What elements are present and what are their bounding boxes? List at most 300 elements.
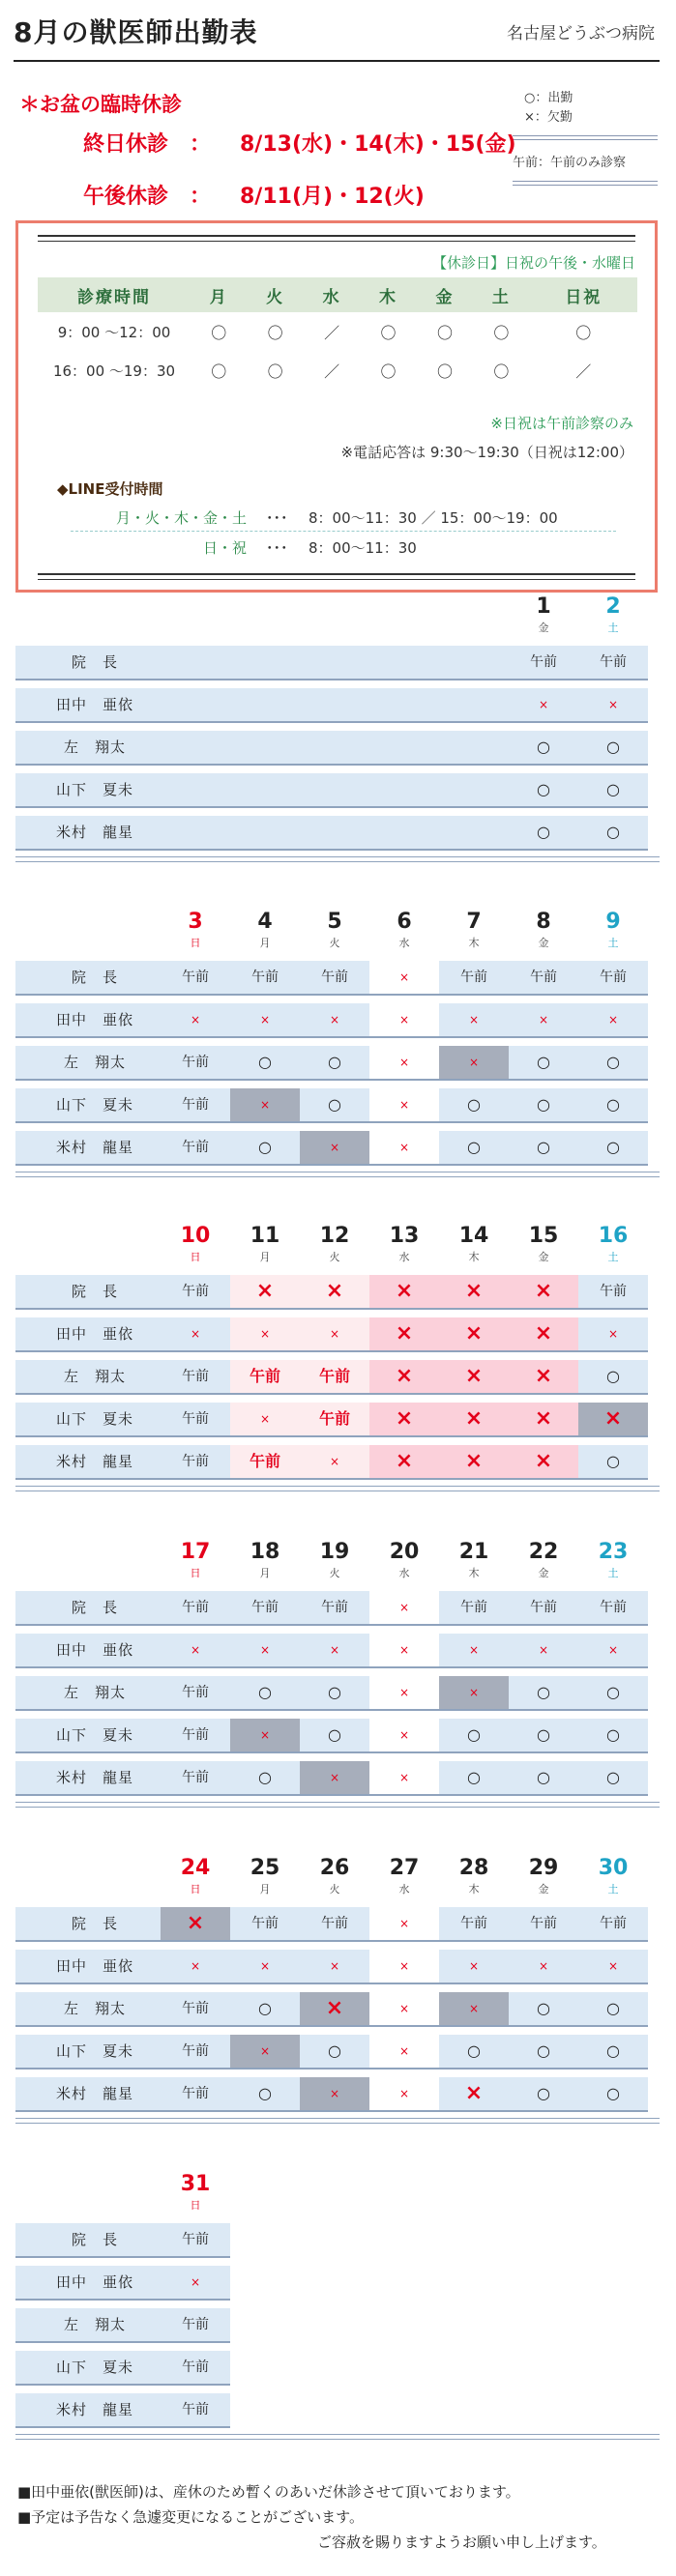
schedule-cell: ×: [509, 1360, 578, 1395]
day-of-week: 金: [538, 937, 549, 949]
hours-header-cell: 金: [417, 277, 473, 312]
obon-colon: ：: [190, 132, 212, 157]
schedule-cell: ×: [230, 1719, 300, 1753]
staff-name-cell: [15, 2393, 161, 2426]
schedule-cell: ×: [230, 1403, 300, 1437]
schedule-cell: ○: [509, 1992, 578, 2027]
staff-name: 米村 龍星: [55, 1453, 133, 1470]
footer-notes: [17, 2479, 606, 2555]
schedule-cell: ×: [439, 1403, 509, 1437]
day-number: 14: [458, 1224, 489, 1248]
schedule-cell: ×: [230, 1088, 300, 1123]
staff-row: [15, 1672, 660, 1715]
line-hours: 8：00～11：30 ／ 15：00～19：00: [309, 509, 558, 527]
schedule-cell: 午前: [161, 1046, 230, 1081]
schedule-cell: ×: [439, 1950, 509, 1984]
schedule-cell: 午前: [300, 1403, 369, 1437]
schedule-cell: 午前: [161, 1131, 230, 1166]
schedule-cell: ○: [509, 2077, 578, 2112]
day-of-week: 水: [398, 937, 410, 949]
staff-name-cell: [15, 688, 161, 721]
schedule-cell: 午前: [439, 1907, 509, 1942]
schedule-cell: ×: [439, 1360, 509, 1395]
week-bottom-rule: [15, 1486, 660, 1491]
schedule-cell: ×: [369, 1275, 439, 1310]
schedule-cell: ×: [509, 1634, 578, 1668]
week-block: [15, 1539, 660, 1800]
schedule-cell: ○: [230, 2077, 300, 2112]
week-bottom-rule: [15, 856, 660, 862]
schedule-cell: ○: [509, 1676, 578, 1711]
staff-name: 山下 夏未: [55, 781, 133, 798]
day-number: 5: [327, 910, 342, 934]
day-number: 26: [319, 1856, 350, 1880]
schedule-cell: 午前: [509, 646, 578, 680]
schedule-cell: ×: [578, 688, 648, 723]
schedule-cell: ×: [300, 1275, 369, 1310]
schedule-cell: ×: [369, 1360, 439, 1395]
schedule-cell: 午前: [161, 961, 230, 996]
day-column-head: [161, 1855, 230, 1897]
day-header: [15, 1855, 660, 1903]
day-column-head: [369, 909, 439, 951]
schedule-cell: ×: [439, 2077, 509, 2112]
schedule-cell: 午前: [230, 1445, 300, 1480]
schedule-cell: ○: [509, 816, 578, 851]
week-block: [15, 909, 660, 1170]
day-of-week: 木: [468, 1883, 480, 1896]
day-of-week: 金: [538, 1251, 549, 1263]
obon-pm-label: 午後休診: [83, 185, 169, 209]
day-number: 17: [180, 1540, 211, 1564]
day-number: 12: [319, 1224, 350, 1248]
schedule-cell: 午前: [161, 1992, 230, 2027]
schedule-cell: ○: [439, 2035, 509, 2069]
footer-note: ご容赦を賜りますようお願い申し上げます。: [317, 2533, 606, 2551]
hours-header-cell: 日祝: [530, 277, 637, 312]
staff-name-cell: [15, 1317, 161, 1350]
staff-name: 米村 龍星: [55, 1139, 133, 1156]
staff-row: [15, 727, 660, 769]
hours-header-cell: 木: [360, 277, 416, 312]
schedule-cell: ○: [230, 1131, 300, 1166]
staff-name: 山下 夏未: [55, 2042, 133, 2060]
schedule-cell: ×: [369, 1676, 439, 1711]
staff-name-cell: [15, 961, 161, 994]
staff-row: [15, 769, 660, 812]
hours-mark: ／: [575, 362, 592, 381]
legend-present: ○：出勤: [524, 91, 573, 105]
day-number: 9: [605, 910, 621, 934]
staff-name: 田中 亜依: [55, 2273, 133, 2291]
footer-note: ■田中亜依(獣医師)は、産休のため暫くのあいだ休診させて頂いております。: [17, 2483, 520, 2501]
day-number: 30: [598, 1856, 629, 1880]
schedule-cell: ×: [439, 1003, 509, 1038]
schedule-cell: ○: [300, 1676, 369, 1711]
staff-row: [15, 1988, 660, 2031]
staff-name-cell: [15, 2077, 161, 2110]
staff-name: 山下 夏未: [55, 2359, 133, 2376]
schedule-cell: 午前: [230, 1360, 300, 1395]
schedule-cell: ×: [369, 1719, 439, 1753]
schedule-cell: ×: [439, 1634, 509, 1668]
staff-name-cell: [15, 1046, 161, 1079]
staff-row: [15, 642, 660, 684]
schedule-cell: 午前: [161, 1676, 230, 1711]
day-of-week: 水: [398, 1567, 410, 1579]
staff-name: 田中 亜依: [55, 1325, 133, 1343]
schedule-cell: ○: [300, 1088, 369, 1123]
line-hours: 8：00～11：30: [309, 539, 417, 557]
staff-name: 田中 亜依: [55, 1641, 133, 1659]
line-dots: ･･･: [266, 509, 288, 527]
hours-mark: 〇: [575, 323, 592, 342]
schedule-cell: ×: [230, 1275, 300, 1310]
staff-rows: [15, 957, 660, 1170]
box-bottom-rule: [38, 573, 635, 580]
legend-absent: ×：欠勤: [524, 110, 573, 125]
schedule-cell: ×: [439, 1445, 509, 1480]
staff-name: 米村 龍星: [55, 2085, 133, 2102]
hours-mark: 〇: [267, 323, 283, 342]
phone-hours-note: ※電話応答は 9:30～19:30（日祝は12:00）: [340, 444, 633, 461]
schedule-cell: ×: [230, 1317, 300, 1352]
footer-note: ■予定は予告なく急遽変更になることがございます。: [17, 2508, 364, 2526]
day-number: 7: [466, 910, 482, 934]
day-of-week: 金: [538, 1567, 549, 1579]
schedule-cell: ×: [509, 1275, 578, 1310]
staff-name: 田中 亜依: [55, 1011, 133, 1028]
schedule-cell: 午前: [161, 1088, 230, 1123]
staff-name: 米村 龍星: [55, 824, 133, 841]
legend-divider: [513, 181, 658, 186]
day-column-head: [509, 1539, 578, 1581]
staff-row: [15, 1314, 660, 1356]
hours-mark: 〇: [493, 362, 510, 381]
day-of-week: 火: [329, 1883, 340, 1896]
schedule-cell: ○: [509, 1046, 578, 1081]
schedule-cell: ○: [578, 816, 648, 851]
line-divider: [71, 531, 616, 532]
day-number: 20: [389, 1540, 420, 1564]
day-number: 18: [250, 1540, 280, 1564]
staff-rows: [15, 1587, 660, 1800]
week-block: [15, 1223, 660, 1484]
hours-mark: 〇: [380, 362, 397, 381]
week-bottom-rule: [15, 2434, 660, 2440]
day-number: 19: [319, 1540, 350, 1564]
hours-header-cell: 月: [191, 277, 247, 312]
day-number: 8: [536, 910, 551, 934]
schedule-cell: ○: [578, 1046, 648, 1081]
staff-name: 院 長: [71, 1283, 118, 1300]
staff-name-cell: [15, 1719, 161, 1751]
schedule-cell: ×: [578, 1950, 648, 1984]
schedule-cell: ×: [161, 1634, 230, 1668]
clinic-hours-box: [15, 220, 658, 593]
week-bottom-rule: [15, 1172, 660, 1177]
staff-name: 院 長: [71, 2231, 118, 2248]
schedule-cell: ×: [509, 1403, 578, 1437]
line-reception-heading: ◆LINE受付時間: [57, 480, 163, 498]
day-number: 31: [180, 2172, 211, 2196]
schedule-cell: ×: [509, 1317, 578, 1352]
obon-allday-dates: 8/13(水)・14(木)・15(金): [240, 132, 516, 157]
schedule-cell: ×: [369, 1907, 439, 1942]
day-column-head: [230, 1855, 300, 1897]
staff-row: [15, 957, 660, 999]
schedule-cell: 午前: [230, 961, 300, 996]
line-days: 日・祝: [202, 539, 247, 557]
hours-mark: ／: [324, 323, 340, 342]
day-column-head: [509, 909, 578, 951]
hours-header-cell: 水: [304, 277, 360, 312]
day-column-head: [369, 1223, 439, 1265]
day-column-head: [230, 909, 300, 951]
staff-row: [15, 2347, 660, 2389]
staff-row: [15, 1946, 660, 1988]
schedule-cell: ○: [439, 1088, 509, 1123]
schedule-cell: ×: [300, 1992, 369, 2027]
staff-name: 山下 夏未: [55, 1726, 133, 1744]
staff-name: 田中 亜依: [55, 1957, 133, 1975]
schedule-cell: ×: [439, 1317, 509, 1352]
day-of-week: 日: [190, 1251, 201, 1263]
day-number: 24: [180, 1856, 211, 1880]
staff-row: [15, 1271, 660, 1314]
schedule-cell: ×: [369, 1003, 439, 1038]
day-column-head: [578, 909, 648, 951]
staff-name: 米村 龍星: [55, 1769, 133, 1786]
hours-mark: 〇: [436, 362, 453, 381]
schedule-cell: ×: [509, 1950, 578, 1984]
schedule-cell: ×: [369, 961, 439, 996]
day-column-head: [161, 1539, 230, 1581]
schedule-cell: 午前: [161, 1403, 230, 1437]
day-number: 15: [528, 1224, 559, 1248]
day-number: 27: [389, 1856, 420, 1880]
staff-name-cell: [15, 1403, 161, 1435]
schedule-cell: 午前: [509, 961, 578, 996]
schedule-cell: ×: [369, 1046, 439, 1081]
day-number: 23: [598, 1540, 629, 1564]
schedule-cell: ○: [230, 1046, 300, 1081]
schedule-cell: ○: [578, 1445, 648, 1480]
schedule-cell: ○: [230, 1676, 300, 1711]
day-of-week: 水: [398, 1883, 410, 1896]
hours-mark: 〇: [211, 362, 227, 381]
day-number: 6: [397, 910, 412, 934]
staff-name: 院 長: [71, 653, 118, 671]
hours-table: [38, 277, 637, 390]
schedule-cell: ○: [509, 2035, 578, 2069]
schedule-cell: ○: [439, 1761, 509, 1796]
schedule-cell: ×: [439, 1676, 509, 1711]
schedule-cell: ×: [161, 1317, 230, 1352]
staff-row: [15, 1757, 660, 1800]
schedule-cell: ×: [369, 2035, 439, 2069]
schedule-cell: 午前: [161, 2393, 230, 2428]
week-block: [15, 1855, 660, 2116]
schedule-cell: ×: [369, 1950, 439, 1984]
schedule-cell: ×: [161, 1950, 230, 1984]
day-column-head: [161, 909, 230, 951]
schedule-cell: 午前: [578, 961, 648, 996]
week-bottom-rule: [15, 1802, 660, 1808]
schedule-cell: 午前: [300, 961, 369, 996]
staff-row: [15, 1356, 660, 1399]
line-dots: ･･･: [266, 539, 288, 557]
schedule-cell: ×: [230, 2035, 300, 2069]
schedule-cell: 午前: [161, 2351, 230, 2386]
day-number: 2: [605, 594, 621, 619]
obon-pm-row: [19, 180, 516, 222]
day-column-head: [439, 909, 509, 951]
day-column-head: [578, 1855, 648, 1897]
hours-header-cell: 火: [247, 277, 303, 312]
day-number: 1: [536, 594, 551, 619]
staff-name-cell: [15, 773, 161, 806]
day-number: 22: [528, 1540, 559, 1564]
obon-allday-row: [19, 128, 516, 170]
staff-name: 米村 龍星: [55, 2401, 133, 2418]
hours-mark: 〇: [380, 323, 397, 342]
schedule-cell: ×: [509, 1003, 578, 1038]
schedule-cell: 午前: [161, 1719, 230, 1753]
line-days: 月・火・木・金・土: [115, 509, 247, 527]
day-of-week: 月: [259, 1251, 271, 1263]
schedule-cell: ○: [578, 1088, 648, 1123]
day-of-week: 木: [468, 1251, 480, 1263]
staff-row: [15, 1127, 660, 1170]
day-of-week: 土: [607, 937, 619, 949]
schedule-cell: 午前: [161, 2308, 230, 2343]
schedule-cell: ×: [300, 1445, 369, 1480]
staff-name-cell: [15, 1360, 161, 1393]
staff-row: [15, 1399, 660, 1441]
obon-notice: [19, 89, 516, 222]
day-column-head: [509, 593, 578, 636]
holiday-am-note: ※日祝は午前診察のみ: [490, 415, 633, 432]
title-rule: [14, 60, 660, 62]
day-column-head: [161, 1223, 230, 1265]
schedule-cell: ×: [369, 1317, 439, 1352]
schedule-cell: ○: [578, 1761, 648, 1796]
day-of-week: 木: [468, 1567, 480, 1579]
staff-rows: [15, 642, 660, 854]
day-column-head: [578, 1223, 648, 1265]
staff-name: 院 長: [71, 969, 118, 986]
schedule-cell: ×: [369, 1403, 439, 1437]
day-of-week: 日: [190, 1883, 201, 1896]
schedule-cell: ×: [230, 1003, 300, 1038]
schedule-cell: 午前: [439, 961, 509, 996]
day-column-head: [369, 1539, 439, 1581]
box-top-rule: [38, 235, 635, 242]
schedule-cell: ×: [369, 1992, 439, 2027]
schedule-cell: ○: [300, 1719, 369, 1753]
legend: [513, 89, 658, 199]
day-of-week: 火: [329, 1251, 340, 1263]
day-column-head: [161, 2171, 230, 2214]
day-of-week: 土: [607, 1883, 619, 1896]
schedule-cell: 午前: [161, 1275, 230, 1310]
day-of-week: 日: [190, 2199, 201, 2212]
week-block: [15, 593, 660, 854]
day-column-head: [439, 1539, 509, 1581]
day-column-head: [439, 1223, 509, 1265]
staff-name: 山下 夏未: [55, 1096, 133, 1114]
schedule-cell: ○: [578, 1131, 648, 1166]
staff-row: [15, 684, 660, 727]
staff-name: 院 長: [71, 1599, 118, 1616]
schedule-cell: ×: [300, 1317, 369, 1352]
day-number: 21: [458, 1540, 489, 1564]
schedule-cell: ×: [369, 2077, 439, 2112]
schedule-cell: ×: [369, 1131, 439, 1166]
schedule-cell: ○: [578, 2077, 648, 2112]
staff-name-cell: [15, 1591, 161, 1624]
legend-am: 午前：午前のみ診察: [513, 156, 627, 170]
day-column-head: [509, 1223, 578, 1265]
schedule-cell: ×: [369, 1761, 439, 1796]
day-header: [15, 1539, 660, 1587]
schedule-cell: 午前: [578, 1907, 648, 1942]
hours-row-afternoon: [38, 351, 637, 390]
day-number: 13: [389, 1224, 420, 1248]
schedule-cell: 午前: [578, 646, 648, 680]
staff-name-cell: [15, 2266, 161, 2299]
schedule-cell: ○: [300, 1046, 369, 1081]
schedule-cell: ×: [578, 1634, 648, 1668]
staff-name: 左 翔太: [63, 2000, 126, 2017]
page-title: 8月の獣医師出勤表: [14, 16, 258, 48]
schedule-cell: 午前: [300, 1591, 369, 1626]
day-number: 11: [250, 1224, 280, 1248]
staff-row: [15, 999, 660, 1042]
staff-row: [15, 2304, 660, 2347]
line-reception-row: [71, 537, 417, 558]
schedule-cell: 午前: [161, 1591, 230, 1626]
day-column-head: [509, 1855, 578, 1897]
staff-name: 田中 亜依: [55, 696, 133, 713]
staff-row: [15, 1630, 660, 1672]
staff-rows: [15, 2219, 660, 2432]
schedule-cell: ×: [509, 1445, 578, 1480]
staff-name: 左 翔太: [63, 1054, 126, 1071]
schedule-cell: ×: [230, 1950, 300, 1984]
staff-row: [15, 1587, 660, 1630]
schedule-cell: 午前: [578, 1591, 648, 1626]
schedule-cell: ○: [509, 1088, 578, 1123]
staff-name-cell: [15, 1634, 161, 1666]
schedule-cell: 午前: [509, 1907, 578, 1942]
day-of-week: 水: [398, 1251, 410, 1263]
schedule-cell: ×: [300, 1950, 369, 1984]
staff-row: [15, 1715, 660, 1757]
day-of-week: 金: [538, 1883, 549, 1896]
day-column-head: [230, 1223, 300, 1265]
staff-name-cell: [15, 646, 161, 679]
staff-name-cell: [15, 1992, 161, 2025]
schedule-cell: ○: [439, 1131, 509, 1166]
staff-name: 院 長: [71, 1915, 118, 1932]
day-number: 10: [180, 1224, 211, 1248]
hours-time: 9：00 ～12：00: [57, 323, 171, 341]
staff-name: 左 翔太: [63, 2316, 126, 2333]
hours-header-row: [38, 277, 637, 312]
staff-row: [15, 1441, 660, 1484]
